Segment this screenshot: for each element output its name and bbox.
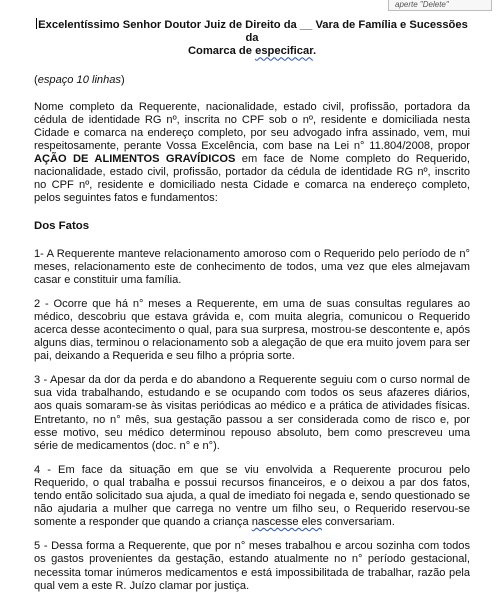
space-note	[34, 74, 470, 87]
fact-paragraph-3: 3 - Apesar da dor da perda e do abandono a Requerente seguiu com o curso normal de sua vida trabalhando, estudando e se ocupando com todos os seus afazeres diários, aos quais somaram-se às visitas periódicas ao médico e a prática de atividades físicas. Entretanto, no n° mês, sua gestação passou a ser considerada como de risco e, por esse motivo, seu médico determinou repouso absoluto, bem como prescreveu uma série de medicamentos (doc. n° e n°).	[34, 374, 470, 452]
fact-paragraph-1: 1- A Requerente manteve relacionamento amoroso com o Requerido pelo período de n° meses, relacionamento este de conhecimento de todos, uma vez que eles almejavam casar e constituir uma família.	[34, 247, 470, 286]
intro-paragraph	[34, 101, 470, 206]
petition-heading	[34, 18, 470, 59]
section-title: Dos Fatos	[34, 220, 90, 233]
space-note-text: espaço 10 linhas	[37, 73, 121, 86]
space-note-open: (	[34, 73, 38, 86]
heading-part2: Vara de Família e Sucessões da	[245, 19, 468, 45]
heading-underlined-word: especificar	[255, 45, 313, 58]
fact-paragraph-2: 2 - Ocorre que há n° meses a Requerente, em uma de suas consultas regulares ao médico, descobriu que estava grávida e, com muita alegria, comunicou o Requerido acerca desse acontecimento o qual, para sua surpresa, mostrou-se descontente e, após alguns dias, terminou o relacionamento sob a alegação de que era muito jovem para ser pai, deixando a Requerida e seu filho a própria sorte.	[34, 297, 470, 363]
delete-hint-label: aperte "Delete"	[395, 0, 449, 9]
intro-before: Nome completo da Requerente, nacionalidade, estado civil, profissão, portadora da cédula de identidade RG nº, inscrita no CPF sob o nº, residente e domiciliada nesta Cidade e comarca na endereço completo, por seu advogado infra assinado, vem, mui respeitosamente, perante Vossa Excelência, com base na Lei n° 11.804/2008, propor	[34, 100, 470, 152]
heading-blank: __	[299, 19, 313, 31]
heading-part4: .	[312, 45, 317, 58]
heading-part3: Comarca de	[187, 45, 256, 58]
fact4-before: 4 - Em face da situação em que se viu envolvida a Requerente procurou pelo Requerido, o qual trabalha e possui recursos financeiros, e o deixou a par dos fatos, tendo então solicitado sua ajuda, a qual de imediato foi negada e, sendo questionado se não ajudaria a mulher que carrega no ventre um filho seu, o Requerido reservou-se somente a responder que quando a criança	[34, 463, 470, 529]
document-page[interactable]	[34, 18, 470, 604]
fact-paragraph-5: 5 - Dessa forma a Requerente, que por n° meses trabalhou e arcou sozinha com todos os gastos provenientes da gestação, estando atualmente no n° período gestacional, necessita tomar inúmeros medicamentos e está impossibilitada de trabalhar, razão pela qual vem a este R. Juízo clamar por justiça.	[34, 540, 470, 592]
fact4-underlined: nascesse eles	[251, 516, 323, 529]
delete-hint-tab	[388, 0, 492, 11]
space-note-close: )	[120, 73, 125, 86]
heading-part1: Excelentíssimo Senhor Doutor Juiz de Direito da	[38, 19, 297, 31]
fact4-after: conversariam.	[322, 516, 395, 529]
fact-paragraph-4	[34, 464, 470, 529]
action-title: AÇÃO DE ALIMENTOS GRAVÍDICOS	[34, 153, 236, 166]
intro-after: em face de Nome completo do Requerido, nacionalidade, estado civil, profissão, portador da cédula de identidade RG nº, inscrito no CPF nº, residente e domiciliado nesta Cidade e comarca na endereço completo, pelos seguintes fatos e fundamentos:	[34, 153, 471, 205]
